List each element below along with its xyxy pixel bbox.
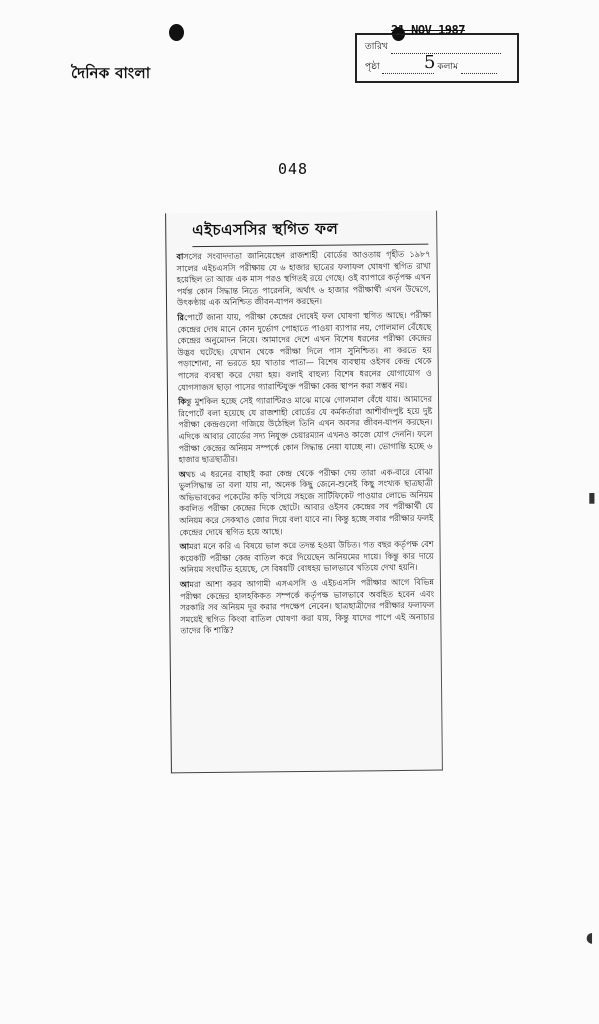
- article-paragraph: বাসসের সংবাদদাতা জানিয়েছেন রাজশাহী বোর্ডের আওতায় গৃহীত ১৯৮৭ সালের এইচএসসি পরীক্ষায় যে ৬ হাজার ছাত্রের ফলাফল ঘোষণা স্থগিত রাখা হয়েছিল তা আজ এক মাস পরও স্থগিতই রয়ে গেছে। ওই ব্যাপারে কর্তৃপক্ষ এখন পর্যন্ত কোন সিদ্ধান্ত নিতে পারেননি, অর্থাৎ ৬ হাজার পরীক্ষার্থী এখন উদ্বেগে, উৎকণ্ঠায় এক অনিশ্চিত জীবন-যাপন করছেন।: [176, 248, 431, 308]
- archive-stamp: [355, 33, 519, 83]
- article-paragraph: আমরা আশা করব আগামী এসএসসি ও এইচএসসি পরীক্ষার আগে বিভিন্ন পরীক্ষা কেন্দ্রের হালহকিকত সম্পর্কে কর্তৃপক্ষ ভালভাবে অবহিত হবেন এবং সরকারি সব অনিয়ম দূর করার পদক্ষেপ নেবেন। ছাত্রছাত্রীদের পরীক্ষার ফলাফল সময়েই স্থগিত কিংবা বাতিল ঘোষণা করা যায়, কিন্তু যাদের পাপে এই অনাচার তাদের কি শাস্তি?: [179, 576, 435, 636]
- article-paragraph: আমরা মনে করি এ বিষয়ে ভাল করে তদন্ত হওয়া উচিত। গত বছর কর্তৃপক্ষ বেশ কয়েকটি পরীক্ষা কেন্দ্র বাতিল করে দিয়েছেন অনিয়মের দায়ে। কিন্তু কার দায়ে অনিয়ম সংঘটিত হয়েছে, সে বিষয়টি বোধহয় ভালভাবে খতিয়ে দেখা হয়নি।: [179, 538, 434, 575]
- edge-mark-ink: ◖: [586, 930, 594, 946]
- stamp-column-label: কলাম: [437, 62, 458, 72]
- article-headline: এইচএসসির স্থগিত ফল: [192, 217, 428, 247]
- punch-hole-left: [169, 24, 184, 41]
- edge-mark-ink: ▮: [588, 490, 596, 506]
- article-paragraph: রিপোর্টে জানা যায়, পরীক্ষা কেন্দ্রের দোষেই ফল ঘোষণা স্থগিত আছে। পরীক্ষা কেন্দ্রের দোষ মানে কোন দুর্ভোগ পোহাতে পাওয়া ব্যাপার নয়, গোলমাল বেঁধেছে কেন্দ্রের অনুমোদন নিয়ে। আমাদের দেশে এখন বিশেষ ধরনের পরীক্ষা কেন্দ্রের উদ্ভব ঘটেছে। যেখান থেকে পরীক্ষা দিলে পাস সুনিশ্চিত। না করতে হয় পড়াশোনা, না ভরতে হয় খাতার পাতা— বিশেষ ব্যবস্থায় ওইসব কেন্দ্র থেকে পাসের ব্যবস্থা করে দেয়া হয়। বলাই বাহুল্য বিশেষ ধরনের যোগাযোগ ও যোগসাজস ছাড়া পাসের গ্যারান্টিযুক্ত পরীক্ষা কেন্দ্র স্থাপন করা সম্ভব নয়।: [177, 309, 432, 392]
- newspaper-clipping: [165, 211, 443, 774]
- article-paragraph: কিন্তু মুশকিল হচ্ছে সেই গ্যারান্টিরও মাঝে মাঝে গোলমাল বেঁধে যায়। আমাদের রিপোর্টে বলা হয়েছে যে রাজশাহী বোর্ডের যে কর্মকর্তারা আশীর্বাদপুষ্ট হয়ে দুষ্ট পরীক্ষা কেন্দ্রগুলো গজিয়ে উঠেছিল তিনি এখন অবসর জীবন-যাপন করছেন। এদিকে আবার বোর্ডের সদ্য নিযুক্ত চেয়ারম্যান এখনও কাজে যোগ দেননি। ফলে পরীক্ষা কেন্দ্রের অনিয়ম সম্পর্কে কোন সিদ্ধান্ত নেয়া যাচ্ছে না। ভোগান্তি হচ্ছে ৬ হাজার ছাত্রছাত্রীর।: [177, 393, 433, 465]
- article-paragraph: অথচ এ ধরনের বাছাই করা কেন্দ্র থেকে পরীক্ষা দেয় তারা এক-বারে বোঝা ভুলসিদ্ধান্ত তা বলা যায় না, অনেক কিছু জেনে-শুনেই কিছু সংখ্যক ছাত্রছাত্রী অভিভাবকের পকেটের কড়ি খসিয়ে সহজে সার্টিফিকেট পাওয়ার লোভে অনিয়ম কবলিত পরীক্ষা কেন্দ্রের দিকে ছোটে। আবার ওইসব কেন্দ্রের সব পরীক্ষার্থী যে অনিয়ম করে সেকথাও জোর দিয়ে বলা যাবে না। কিন্তু হচ্ছে সবার পরীক্ষার ফলই কেন্দ্রের দোষে স্থগিত হয়ে আছে।: [178, 466, 434, 537]
- stamp-date-value: 21 NOV 1987: [391, 23, 465, 37]
- publication-name: দৈনিক বাংলা: [71, 64, 151, 82]
- stamp-page-label: পৃষ্ঠা: [365, 62, 380, 72]
- article-body: [166, 247, 440, 638]
- stamp-page-value: 5: [424, 52, 436, 73]
- archive-number: 048: [278, 160, 309, 178]
- stamp-date-label: তারিখ: [365, 42, 388, 52]
